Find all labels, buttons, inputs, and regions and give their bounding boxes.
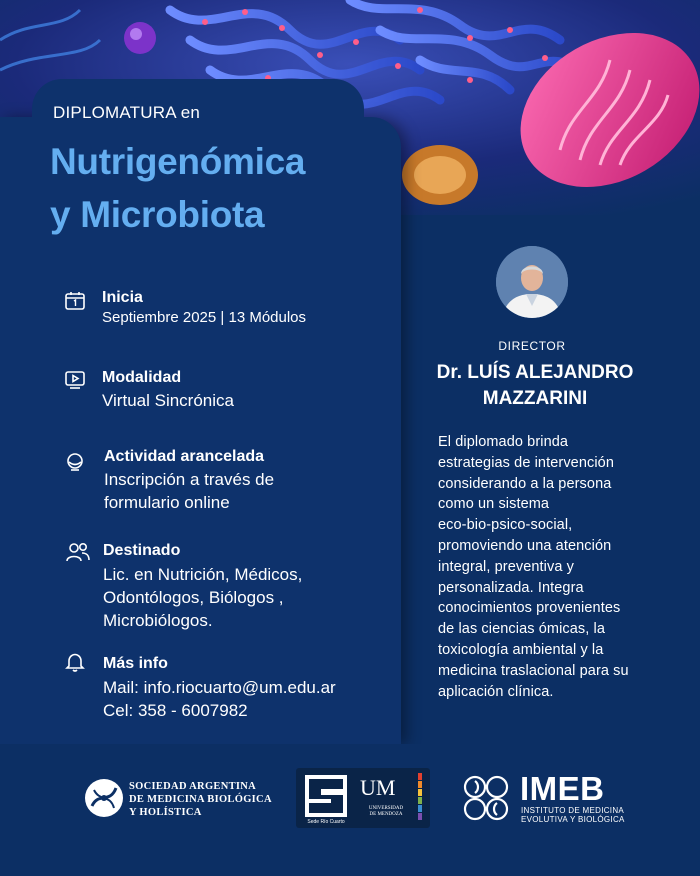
description-line: de las ciencias ómicas, la: [438, 621, 606, 638]
imeb-logo-icon: [460, 772, 512, 824]
audience-line-2: Odontólogos, Biólogos ,: [103, 588, 284, 607]
imeb-subtitle-line-2: EVOLUTIVA Y BIOLÓGICA: [521, 815, 625, 824]
start-value: Septiembre 2025 | 13 Módulos: [102, 309, 307, 326]
bell-icon: [64, 651, 86, 673]
contact-phone[interactable]: Cel: 358 - 6007982: [103, 701, 248, 720]
um-color-bars: [418, 773, 422, 823]
um-sede-logo-icon: [305, 775, 347, 821]
director-name: [405, 360, 665, 412]
director-name-line-2: MAZZARINI: [482, 388, 588, 409]
contact-mail[interactable]: Mail: info.riocuarto@um.edu.ar: [103, 678, 336, 697]
fee-label: Actividad arancelada: [104, 448, 265, 465]
description-line: El diplomado brinda: [438, 434, 569, 450]
program-title-line-2: y Microbiota: [50, 194, 265, 235]
um-subtitle-line-1: UNIVERSIDAD: [368, 806, 404, 811]
description-line: medicina traslacional para su: [438, 662, 629, 679]
description-line: considerando a la persona: [438, 475, 612, 492]
people-icon: [65, 541, 91, 563]
description-line: como un sistema: [438, 496, 550, 513]
fee-line-2: formulario online: [104, 493, 230, 512]
mode-label: Modalidad: [102, 369, 182, 386]
description-line: integral, preventiva y: [438, 558, 574, 575]
saba-name-line-3: Y HOLÍSTICA: [129, 807, 202, 818]
audience-label: Destinado: [103, 542, 181, 559]
imeb-subtitle: [521, 806, 625, 824]
program-type: DIPLOMATURA en: [53, 103, 201, 122]
description-line: personalizada. Integra: [438, 579, 584, 596]
director-role: DIRECTOR: [498, 339, 566, 353]
um-subtitle: [358, 806, 414, 818]
description-line: estrategias de intervención: [438, 454, 614, 471]
fee-line-1: Inscripción a través de: [104, 470, 275, 489]
program-title-line-1: Nutrigenómica: [50, 141, 306, 182]
description-line: aplicación clínica.: [438, 683, 554, 700]
director-name-line-1: Dr. LUÍS ALEJANDRO: [436, 362, 634, 383]
audience-line-3: Microbiólogos.: [103, 611, 213, 630]
um-letters: UM: [360, 775, 396, 800]
saba-name-line-2: DE MEDICINA BIOLÓGICA: [129, 794, 272, 805]
description-line: eco-bio-psico-social,: [438, 517, 573, 534]
bowl-icon: [64, 451, 86, 473]
calendar-icon: [64, 290, 86, 312]
start-label: Inicia: [102, 289, 143, 306]
saba-name-line-1: SOCIEDAD ARGENTINA: [129, 781, 257, 792]
saba-logo-icon: [84, 778, 124, 818]
audience-line-1: Lic. en Nutrición, Médicos,: [103, 565, 303, 584]
imeb-title: IMEB: [520, 770, 605, 807]
mode-value: Virtual Sincrónica: [102, 391, 234, 410]
um-sede-label: Sede Río Cuarto: [307, 819, 345, 825]
video-play-icon: [64, 369, 86, 391]
contact-label: Más info: [103, 655, 168, 672]
imeb-subtitle-line-1: INSTITUTO DE MEDICINA: [521, 806, 625, 815]
description-line: conocimientos provenientes: [438, 600, 621, 617]
description-line: toxicología ambiental y la: [438, 641, 604, 658]
program-description: [438, 432, 700, 702]
description-line: promoviendo una atención: [438, 537, 612, 554]
director-photo: [496, 246, 568, 318]
um-subtitle-line-2: DE MENDOZA: [369, 812, 403, 817]
